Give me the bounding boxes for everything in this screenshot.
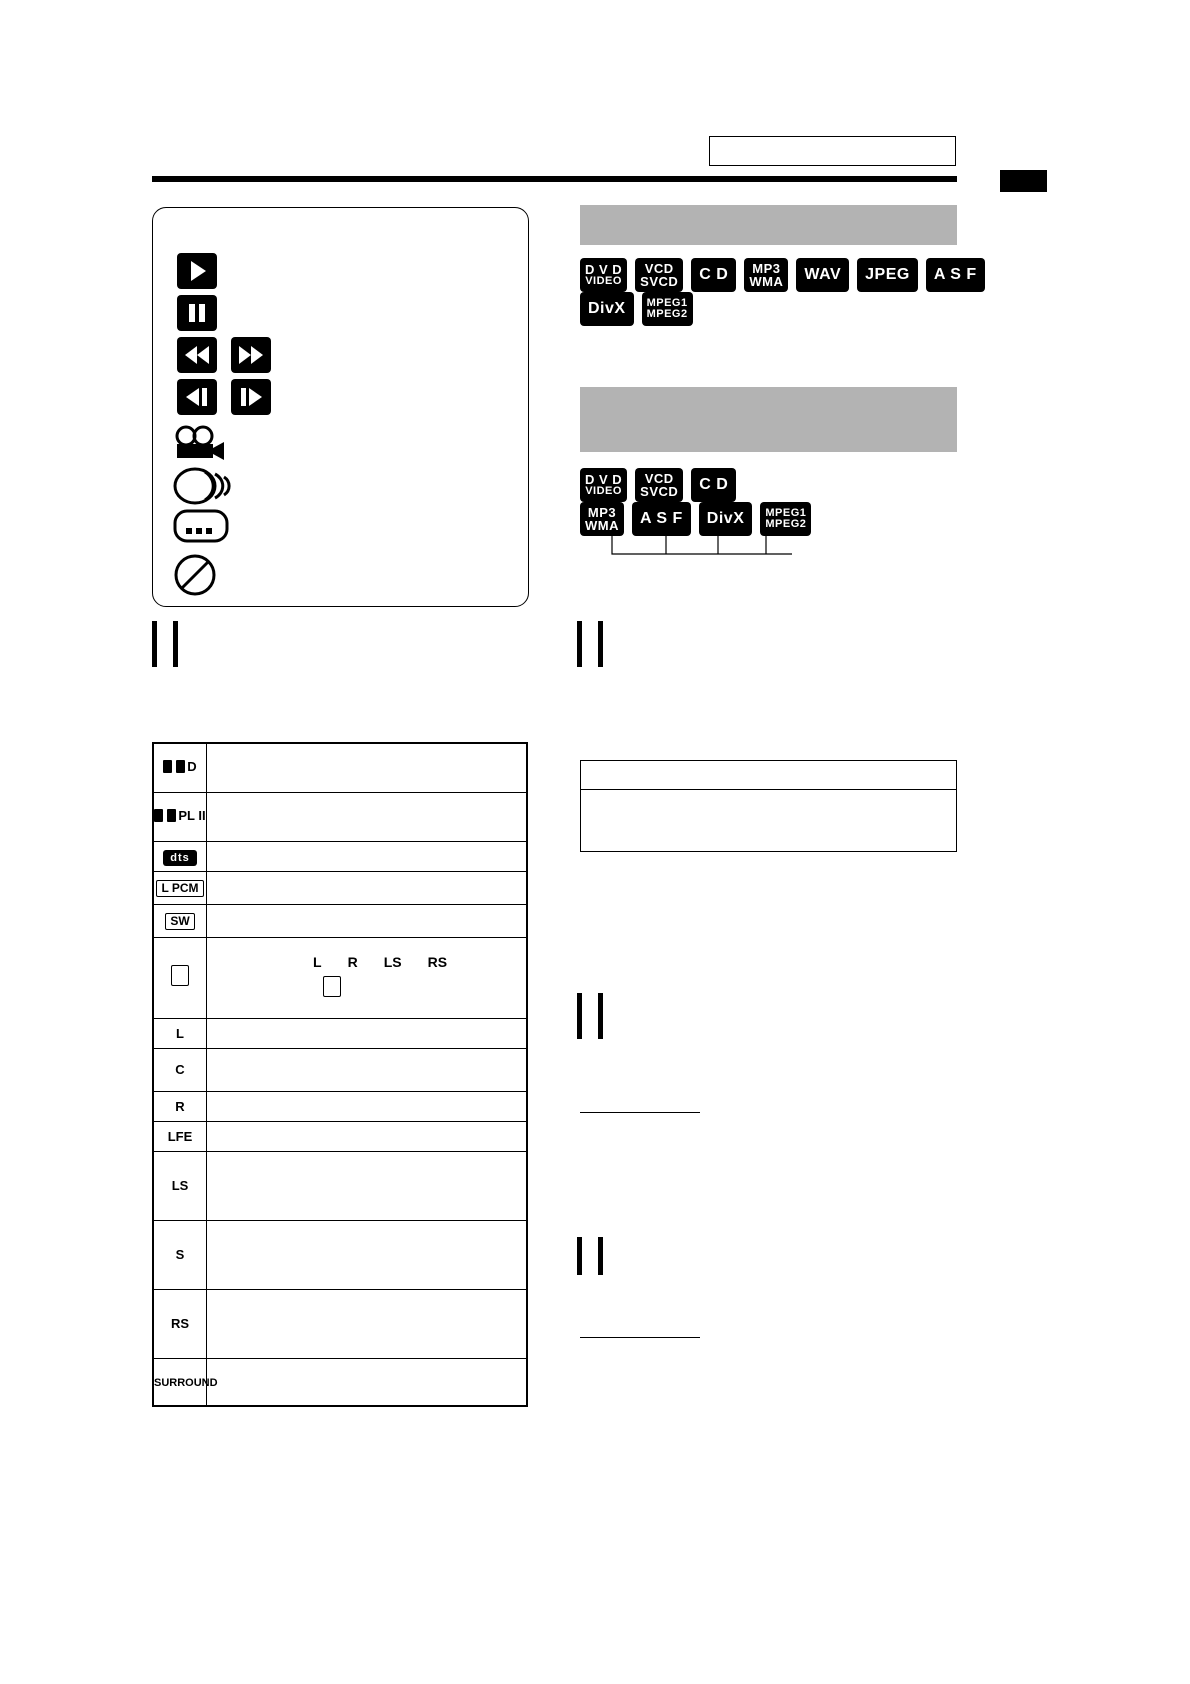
cell-symbol-left — [154, 1019, 207, 1049]
label-LS: LS — [383, 954, 402, 970]
table-row — [154, 872, 527, 905]
badge-asf: A S F — [632, 502, 691, 536]
dts-icon: dts — [163, 850, 197, 866]
badge-mp3-wma: MP3 WMA — [744, 258, 788, 292]
note-marker-right-1 — [577, 621, 603, 667]
icon-row-scan — [177, 337, 271, 373]
cell-symbol-surround — [154, 1359, 218, 1406]
badge-dvd-video: D V D VIDEO — [580, 258, 627, 292]
cell-desc — [207, 1092, 527, 1122]
format-badges-row-2 — [580, 292, 693, 326]
label-R: R — [347, 954, 358, 970]
cell-symbol-speaker-box — [154, 938, 207, 1019]
speaker-box-inline-icon — [323, 976, 341, 997]
cell-symbol-lpcm — [154, 872, 207, 905]
format-badges-row-1 — [580, 258, 985, 292]
underlined-heading-2 — [580, 1337, 700, 1338]
cell-desc — [207, 1049, 527, 1092]
speaker-box-inline-icon-wrap — [213, 970, 520, 1002]
badge-cd: C D — [691, 258, 736, 292]
fast-reverse-icon — [177, 337, 217, 373]
fast-forward-icon — [231, 337, 271, 373]
cell-desc — [207, 793, 527, 842]
badge-jpeg: JPEG — [857, 258, 918, 292]
center-channel-icon: C — [175, 1062, 185, 1077]
table-row — [154, 842, 527, 872]
cell-desc — [207, 1290, 527, 1359]
label-L: L — [313, 954, 322, 970]
cell-desc — [207, 1359, 527, 1406]
cell-desc — [207, 1019, 527, 1049]
left-channel-icon: L — [176, 1025, 184, 1041]
icon-row-play — [177, 253, 217, 289]
speaker-channel-labels — [213, 954, 520, 970]
note-box-title — [581, 761, 956, 789]
cell-symbol-lfe — [154, 1122, 207, 1152]
note-marker-right-3 — [577, 1237, 603, 1275]
badge-asf: A S F — [926, 258, 985, 292]
table-row — [154, 793, 527, 842]
underlined-heading-1 — [580, 1112, 700, 1113]
table-row — [154, 1049, 527, 1092]
right-channel-icon: R — [175, 1098, 185, 1114]
cell-desc — [207, 1122, 527, 1152]
note-box-body — [581, 789, 956, 852]
icon-row-slow — [177, 379, 271, 415]
cell-desc — [207, 1152, 527, 1221]
subtitle-icon — [173, 508, 231, 546]
table-row — [154, 1152, 527, 1221]
format-badges-row-3 — [580, 468, 736, 502]
left-surround-channel-icon: LS — [171, 1178, 189, 1193]
label-RS: RS — [427, 954, 448, 970]
surround-indicator-icon: SURROUND — [154, 1377, 218, 1389]
badge-cd: C D — [691, 468, 736, 502]
table-row — [154, 1092, 527, 1122]
subwoofer-icon: SW — [165, 913, 194, 930]
slow-reverse-icon — [177, 379, 217, 415]
pause-icon — [177, 295, 217, 331]
table-row — [154, 1019, 527, 1049]
cell-symbol-rs — [154, 1290, 207, 1359]
icon-row-pause — [177, 295, 217, 331]
note-box — [580, 760, 957, 852]
camera-angle-icon — [173, 424, 225, 464]
table-row — [154, 1290, 527, 1359]
cell-desc — [207, 938, 527, 1019]
table-row — [154, 1122, 527, 1152]
note-marker-right-2 — [577, 993, 603, 1039]
table-row — [154, 744, 527, 793]
icon-row-angle — [173, 424, 225, 464]
table-row — [154, 1359, 527, 1406]
badge-mpeg1-mpeg2: MPEG1 MPEG2 — [760, 502, 811, 536]
cell-symbol-s — [154, 1221, 207, 1290]
icon-row-prohibited — [173, 553, 217, 597]
right-surround-channel-icon: RS — [170, 1316, 190, 1331]
lfe-channel-icon: LFE — [167, 1128, 193, 1144]
badge-vcd-svcd: VCD SVCD — [635, 468, 683, 502]
cell-symbol-right — [154, 1092, 207, 1122]
dolby-pro-logic-icon: PL II — [154, 808, 205, 823]
cell-desc — [207, 872, 527, 905]
cell-desc — [207, 842, 527, 872]
badge-wav: WAV — [796, 258, 849, 292]
play-icon — [177, 253, 217, 289]
badge-divx: DivX — [699, 502, 753, 536]
note-marker-left-1 — [152, 621, 178, 667]
header-rule — [152, 176, 957, 182]
cell-symbol-dts — [154, 842, 207, 872]
prohibited-icon — [173, 553, 217, 597]
icon-row-audio — [173, 466, 235, 506]
table-row — [154, 938, 527, 1019]
badge-dvd-video: D V D VIDEO — [580, 468, 627, 502]
badge-divx: DivX — [580, 292, 634, 326]
cell-symbol-center — [154, 1049, 207, 1092]
multi-audio-icon — [173, 466, 235, 506]
badge-vcd-svcd: VCD SVCD — [635, 258, 683, 292]
page-header-box — [709, 136, 956, 166]
icon-row-subtitle — [173, 508, 231, 546]
section-heading-1 — [580, 205, 957, 245]
format-badges-row-4 — [580, 502, 811, 536]
cell-desc — [207, 744, 527, 793]
page-tab-marker — [1000, 170, 1047, 192]
badge-leader-lines — [580, 534, 840, 565]
cell-desc — [207, 1221, 527, 1290]
cell-symbol-ls — [154, 1152, 207, 1221]
speaker-box-icon — [171, 965, 189, 986]
table-row — [154, 1221, 527, 1290]
section-heading-2 — [580, 387, 957, 452]
badge-mp3-wma: MP3 WMA — [580, 502, 624, 536]
dolby-digital-icon: D — [163, 759, 196, 774]
surround-channel-icon: S — [175, 1247, 185, 1262]
slow-forward-icon — [231, 379, 271, 415]
lpcm-icon: L PCM — [156, 880, 203, 897]
audio-indicator-table — [152, 742, 528, 1407]
cell-symbol-dolby-prologic — [154, 793, 207, 842]
cell-symbol-dolby-digital — [154, 744, 207, 793]
badge-mpeg1-mpeg2: MPEG1 MPEG2 — [642, 292, 693, 326]
table-row — [154, 905, 527, 938]
cell-desc — [207, 905, 527, 938]
on-screen-icon-panel — [152, 207, 529, 607]
cell-symbol-subwoofer — [154, 905, 207, 938]
